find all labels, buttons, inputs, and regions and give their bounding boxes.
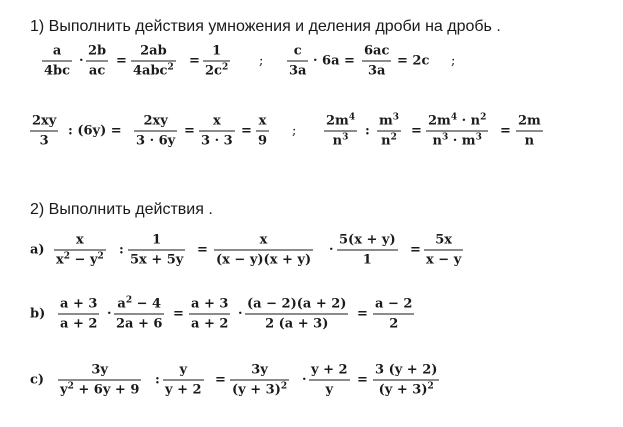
divide-sign: : bbox=[365, 123, 370, 139]
equals-sign: = bbox=[241, 123, 252, 139]
divide-by-6y: : (6y) = bbox=[68, 123, 122, 139]
fraction-a2-4-over-2a6: $a^2 - 4$ 2a + 6 bbox=[116, 295, 163, 332]
fraction-y2-over-y: y + 2 y bbox=[311, 362, 348, 398]
equals-sign: = bbox=[411, 123, 422, 139]
fraction-a3-over-a2-repeat: a + 3 a + 2 bbox=[191, 296, 229, 332]
fraction-x-over-9: x 9 bbox=[258, 113, 268, 149]
exercise-c-label: c) bbox=[30, 372, 45, 388]
fraction-product-over-2a3: (a − 2)(a + 2) 2 (a + 3) bbox=[247, 296, 347, 332]
fraction-2m4-over-n3: $2m^4$ $n^3$ bbox=[326, 112, 356, 149]
multiply-sign: · bbox=[79, 53, 84, 69]
separator-semicolon: ; bbox=[451, 53, 456, 69]
fraction-result-c: 3 (y + 2) $(y + 3)^2$ bbox=[375, 362, 438, 398]
multiply-sign: · bbox=[107, 306, 112, 322]
fraction-1-over-5x-5y: 1 5x + 5y bbox=[130, 232, 184, 268]
result-2c: = 2c bbox=[397, 53, 430, 69]
equals-sign: = bbox=[189, 53, 200, 69]
fraction-1-over-2c2: 1 $2c^2$ bbox=[205, 43, 229, 79]
equals-sign: = bbox=[410, 242, 421, 258]
multiply-6a: · 6a = bbox=[313, 53, 355, 69]
section2-heading: 2) Выполнить действия . bbox=[30, 201, 213, 218]
fraction-6ac-over-3a: 6ac 3a bbox=[364, 43, 390, 79]
fraction-x-over-3-3: x 3 · 3 bbox=[201, 113, 233, 149]
equals-sign: = bbox=[500, 123, 511, 139]
exercise-a-label: a) bbox=[30, 242, 45, 258]
fraction-a3-over-a2: a + 3 a + 2 bbox=[60, 296, 98, 332]
fraction-c-over-3a: c 3a bbox=[289, 43, 307, 79]
fraction-2m-over-n: 2m n bbox=[518, 113, 541, 149]
fraction-2xy-over-3-6y: 2xy 3 · 6y bbox=[136, 113, 176, 149]
fraction-m3-over-n2: $m^3$ $n^2$ bbox=[379, 112, 400, 149]
fraction-x-over-xy-product: x (x − y)(x + y) bbox=[216, 232, 312, 268]
equals-sign: = bbox=[173, 306, 184, 322]
equals-sign: = bbox=[357, 372, 368, 388]
equals-sign: = bbox=[357, 306, 368, 322]
section1-heading: 1) Выполнить действия умножения и деления дроби на дробь . bbox=[30, 18, 501, 35]
equals-sign: = bbox=[197, 242, 208, 258]
multiply-sign: · bbox=[329, 242, 334, 258]
fraction-3y-over-quadratic: 3y $y^2 + 6y + 9$ bbox=[60, 362, 140, 398]
multiply-sign: · bbox=[238, 306, 243, 322]
divide-sign: : bbox=[155, 372, 160, 388]
fraction-2m4n2-over-n3m3: $2m^4 \cdot n^2$ $n^3 \cdot m^3$ bbox=[428, 112, 487, 149]
multiply-sign: · bbox=[302, 372, 307, 388]
fraction-x-over-x2-y2: x $x^2 - y^2$ bbox=[56, 232, 104, 268]
fraction-a-2-over-2: a − 2 2 bbox=[375, 296, 413, 332]
separator-semicolon: ; bbox=[292, 123, 297, 139]
fraction-5xy-over-1: 5(x + y) 1 bbox=[339, 232, 396, 268]
fraction-2b-over-ac: 2b ac bbox=[88, 43, 107, 79]
fraction-5x-over-x-y: 5x x − y bbox=[426, 232, 462, 268]
separator-semicolon: ; bbox=[259, 53, 264, 69]
fraction-2xy-over-3: 2xy 3 bbox=[32, 113, 57, 149]
fraction-a-over-4bc: a 4bc bbox=[44, 43, 71, 79]
fraction-3y-over-y3-squared: 3y $(y + 3)^2$ bbox=[232, 362, 288, 398]
divide-sign: : bbox=[119, 242, 124, 258]
exercise-b-label: b) bbox=[30, 306, 46, 322]
equals-sign: = bbox=[116, 53, 127, 69]
equals-sign: = bbox=[184, 123, 195, 139]
fraction-y-over-y2: y y + 2 bbox=[165, 362, 202, 398]
fraction-2ab-over-4abc2: 2ab 4abc$^2$ bbox=[133, 43, 174, 79]
equals-sign: = bbox=[215, 372, 226, 388]
